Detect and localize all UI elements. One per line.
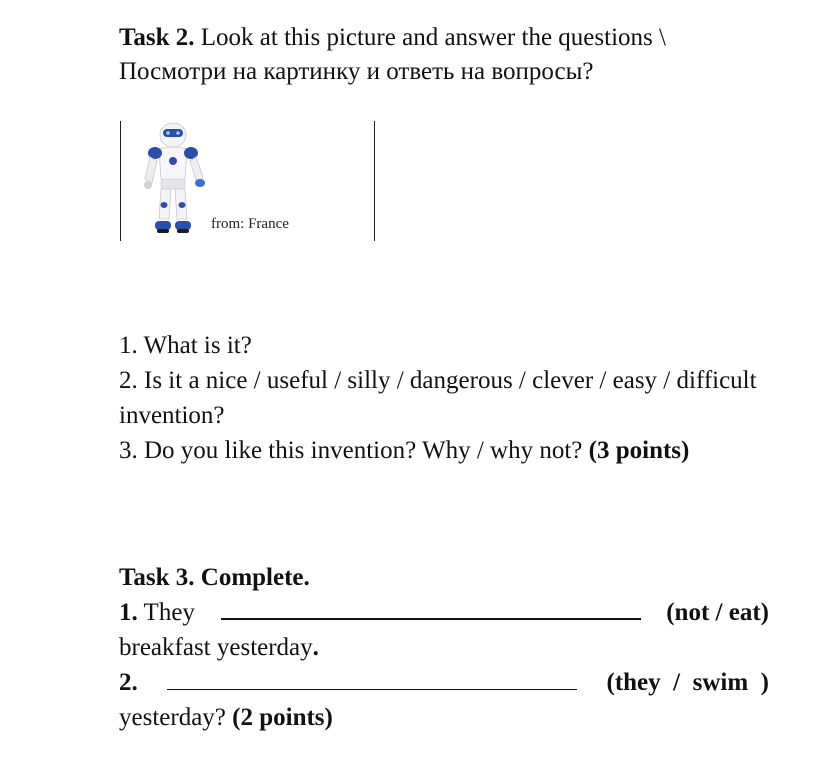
question-3-points: (3 points): [588, 437, 690, 464]
question-3: [119, 433, 769, 468]
task3-heading: Task 3. Complete.: [119, 564, 310, 591]
task2-label: Task 2.: [119, 24, 195, 51]
item1-subject: They: [137, 599, 195, 626]
task3-item-1-cont: breakfast yesterday.: [119, 634, 319, 661]
task3-item-2-cont: yesterday? (2 points): [119, 704, 333, 731]
item2-answer-blank[interactable]: [167, 689, 577, 690]
robot-caption: from: France: [211, 216, 289, 232]
question-2: 2. Is it a nice / useful / silly / dangerous / clever / easy / difficult invention?: [119, 367, 757, 429]
questions-list: [119, 328, 769, 468]
robot-figure: [120, 121, 375, 241]
task2-subtitle: Посмотри на картинку и ответь на вопросы?: [119, 58, 594, 85]
item1-number: 1.: [119, 599, 138, 626]
item2-number: 2.: [119, 669, 138, 696]
task2-heading: [119, 21, 769, 55]
task3-item-2: [119, 665, 769, 700]
question-3-text: 3. Do you like this invention? Why / why not?: [119, 437, 589, 464]
item1-hint: (not / eat): [666, 599, 769, 626]
robot-image: [133, 121, 213, 239]
item2-hint: (they / swim ): [606, 669, 769, 696]
question-1: 1. What is it?: [119, 332, 252, 359]
item2-points: (2 points): [232, 704, 333, 731]
task3-item-1: [119, 595, 769, 630]
item1-answer-blank[interactable]: [221, 618, 641, 620]
task3-section: [119, 560, 769, 735]
task2-text: Look at this picture and answer the questions \: [194, 24, 666, 51]
